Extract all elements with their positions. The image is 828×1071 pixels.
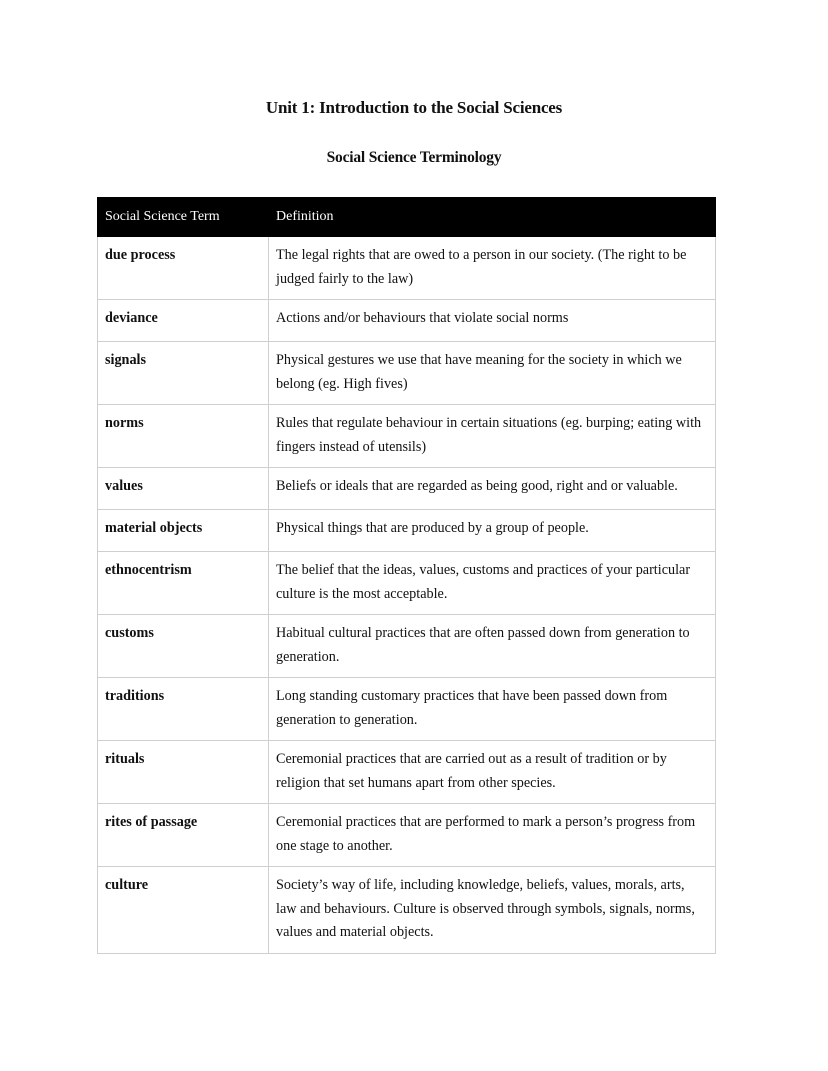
term-cell: norms — [98, 405, 269, 468]
table-row — [98, 237, 716, 300]
definition-cell: Long standing customary practices that have been passed down from generation to generation. — [269, 678, 716, 741]
definition-cell: Ceremonial practices that are carried out as a result of tradition or by religion that set humans apart from other species. — [269, 741, 716, 804]
definition-cell: The belief that the ideas, values, customs and practices of your particular culture is the most acceptable. — [269, 552, 716, 615]
table-row — [98, 405, 716, 468]
table-row — [98, 300, 716, 342]
term-cell: deviance — [98, 300, 269, 342]
term-cell: culture — [98, 867, 269, 954]
table-row — [98, 510, 716, 552]
term-cell: rites of passage — [98, 804, 269, 867]
definition-cell: Physical gestures we use that have meaning for the society in which we belong (eg. High fives) — [269, 342, 716, 405]
definition-cell: Ceremonial practices that are performed to mark a person’s progress from one stage to another. — [269, 804, 716, 867]
header-definition: Definition — [269, 198, 716, 237]
header-term: Social Science Term — [98, 198, 269, 237]
definition-cell: The legal rights that are owed to a person in our society. (The right to be judged fairly to the law) — [269, 237, 716, 300]
term-cell: due process — [98, 237, 269, 300]
term-cell: signals — [98, 342, 269, 405]
term-cell: customs — [98, 615, 269, 678]
definition-cell: Beliefs or ideals that are regarded as being good, right and or valuable. — [269, 468, 716, 510]
table-row — [98, 867, 716, 954]
term-cell: traditions — [98, 678, 269, 741]
definition-cell: Physical things that are produced by a group of people. — [269, 510, 716, 552]
table-row — [98, 552, 716, 615]
table-row — [98, 741, 716, 804]
term-cell: ethnocentrism — [98, 552, 269, 615]
table-row — [98, 468, 716, 510]
definition-cell: Society’s way of life, including knowledge, beliefs, values, morals, arts, law and behaviours. Culture is observed through symbols, signals, norms, values and material objects. — [269, 867, 716, 954]
definition-cell: Habitual cultural practices that are often passed down from generation to generation. — [269, 615, 716, 678]
page-title: Unit 1: Introduction to the Social Sciences — [265, 98, 563, 117]
table-row — [98, 804, 716, 867]
definition-cell: Rules that regulate behaviour in certain situations (eg. burping; eating with fingers instead of utensils) — [269, 405, 716, 468]
table-header-row — [98, 198, 716, 237]
term-cell: values — [98, 468, 269, 510]
term-cell: rituals — [98, 741, 269, 804]
terminology-table — [97, 197, 716, 954]
table-row — [98, 342, 716, 405]
term-cell: material objects — [98, 510, 269, 552]
table-row — [98, 615, 716, 678]
page-subtitle: Social Science Terminology — [326, 149, 502, 166]
table-row — [98, 678, 716, 741]
definition-cell: Actions and/or behaviours that violate social norms — [269, 300, 716, 342]
